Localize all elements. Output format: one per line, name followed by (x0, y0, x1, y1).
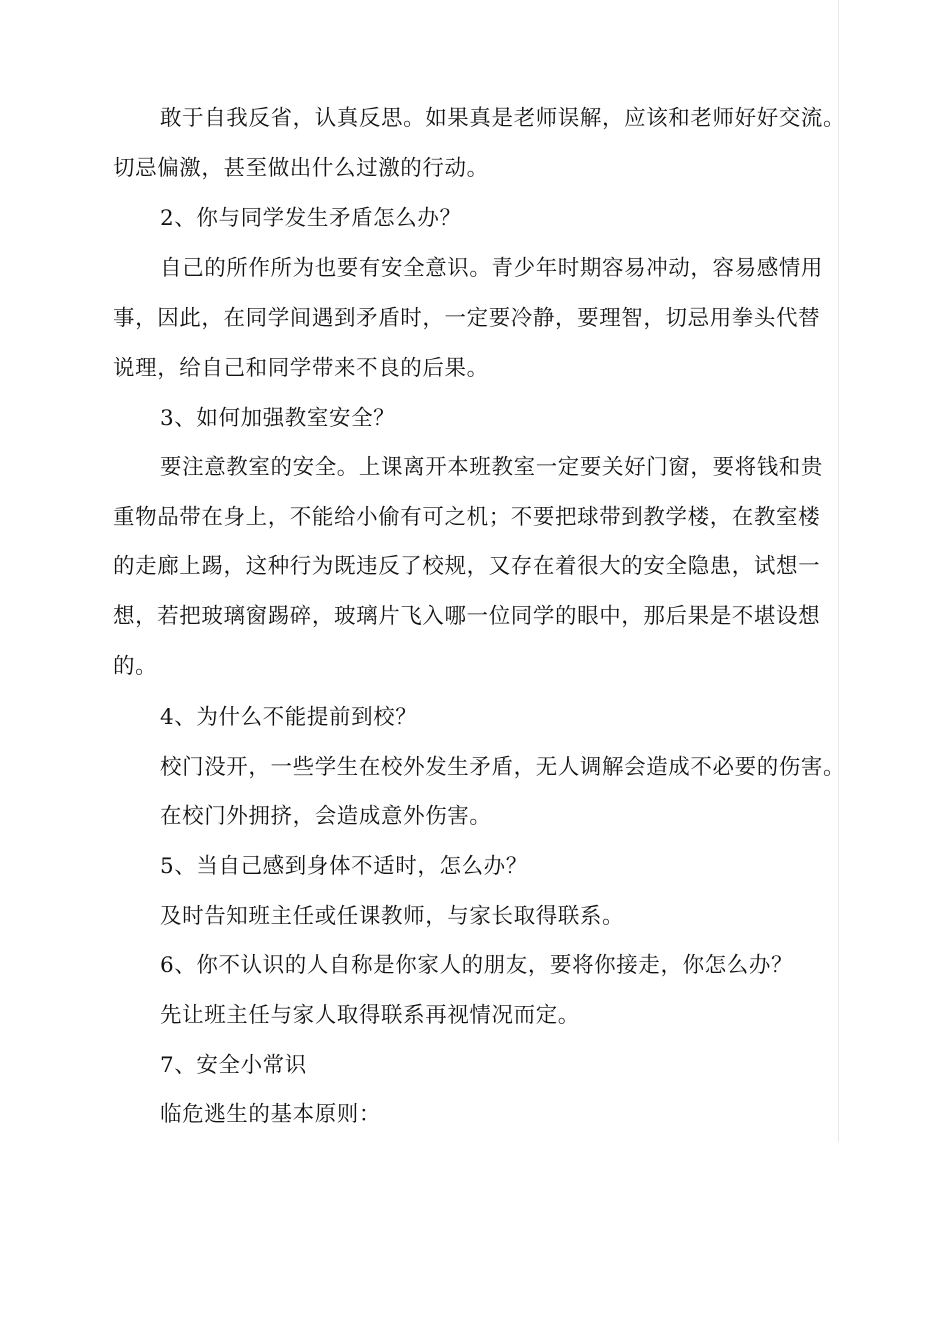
paragraph-line: 在校门外拥挤，会造成意外伤害。 (160, 804, 492, 829)
paragraph-line: 自己的所作所为也要有安全意识。青少年时期容易冲动，容易感情用 (160, 256, 824, 281)
question-heading: 4、为什么不能提前到校？ (160, 705, 418, 730)
paragraph-line: 切忌偏激，甚至做出什么过激的行动。 (113, 156, 489, 181)
question-heading: 2、你与同学发生矛盾怎么办？ (160, 206, 462, 231)
paragraph-line: 说理，给自己和同学带来不良的后果。 (113, 356, 489, 381)
paragraph-line: 要注意教室的安全。上课离开本班教室一定要关好门窗，要将钱和贵 (160, 455, 824, 480)
paragraph-line: 及时告知班主任或任课教师，与家长取得联系。 (160, 904, 625, 929)
paragraph-line: 想，若把玻璃窗踢碎，玻璃片飞入哪一位同学的眼中，那后果是不堪设想 (113, 604, 821, 629)
paragraph-line: 事，因此，在同学间遇到矛盾时，一定要冷静，要理智，切忌用拳头代替 (113, 306, 821, 331)
paragraph-line: 的。 (113, 654, 158, 679)
section-heading: 7、安全小常识 (160, 1053, 307, 1078)
question-heading: 5、当自己感到身体不适时，怎么办？ (160, 854, 528, 879)
question-heading: 3、如何加强教室安全？ (160, 406, 396, 431)
paragraph-line: 临危逃生的基本原则： (160, 1102, 382, 1127)
paragraph-line: 校门没开，一些学生在校外发生矛盾，无人调解会造成不必要的伤害。 (160, 755, 846, 780)
question-heading: 6、你不认识的人自称是你家人的朋友，要将你接走，你怎么办？ (160, 953, 794, 978)
paragraph-line: 重物品带在身上，不能给小偷有可之机；不要把球带到教学楼，在教室楼 (113, 505, 821, 530)
paragraph-line: 的走廊上踢，这种行为既违反了校规，又存在着很大的安全隐患，试想一 (113, 554, 821, 579)
paragraph-line: 先让班主任与家人取得联系再视情况而定。 (160, 1003, 580, 1028)
paragraph-line: 敢于自我反省，认真反思。如果真是老师误解，应该和老师好好交流。 (160, 106, 846, 131)
